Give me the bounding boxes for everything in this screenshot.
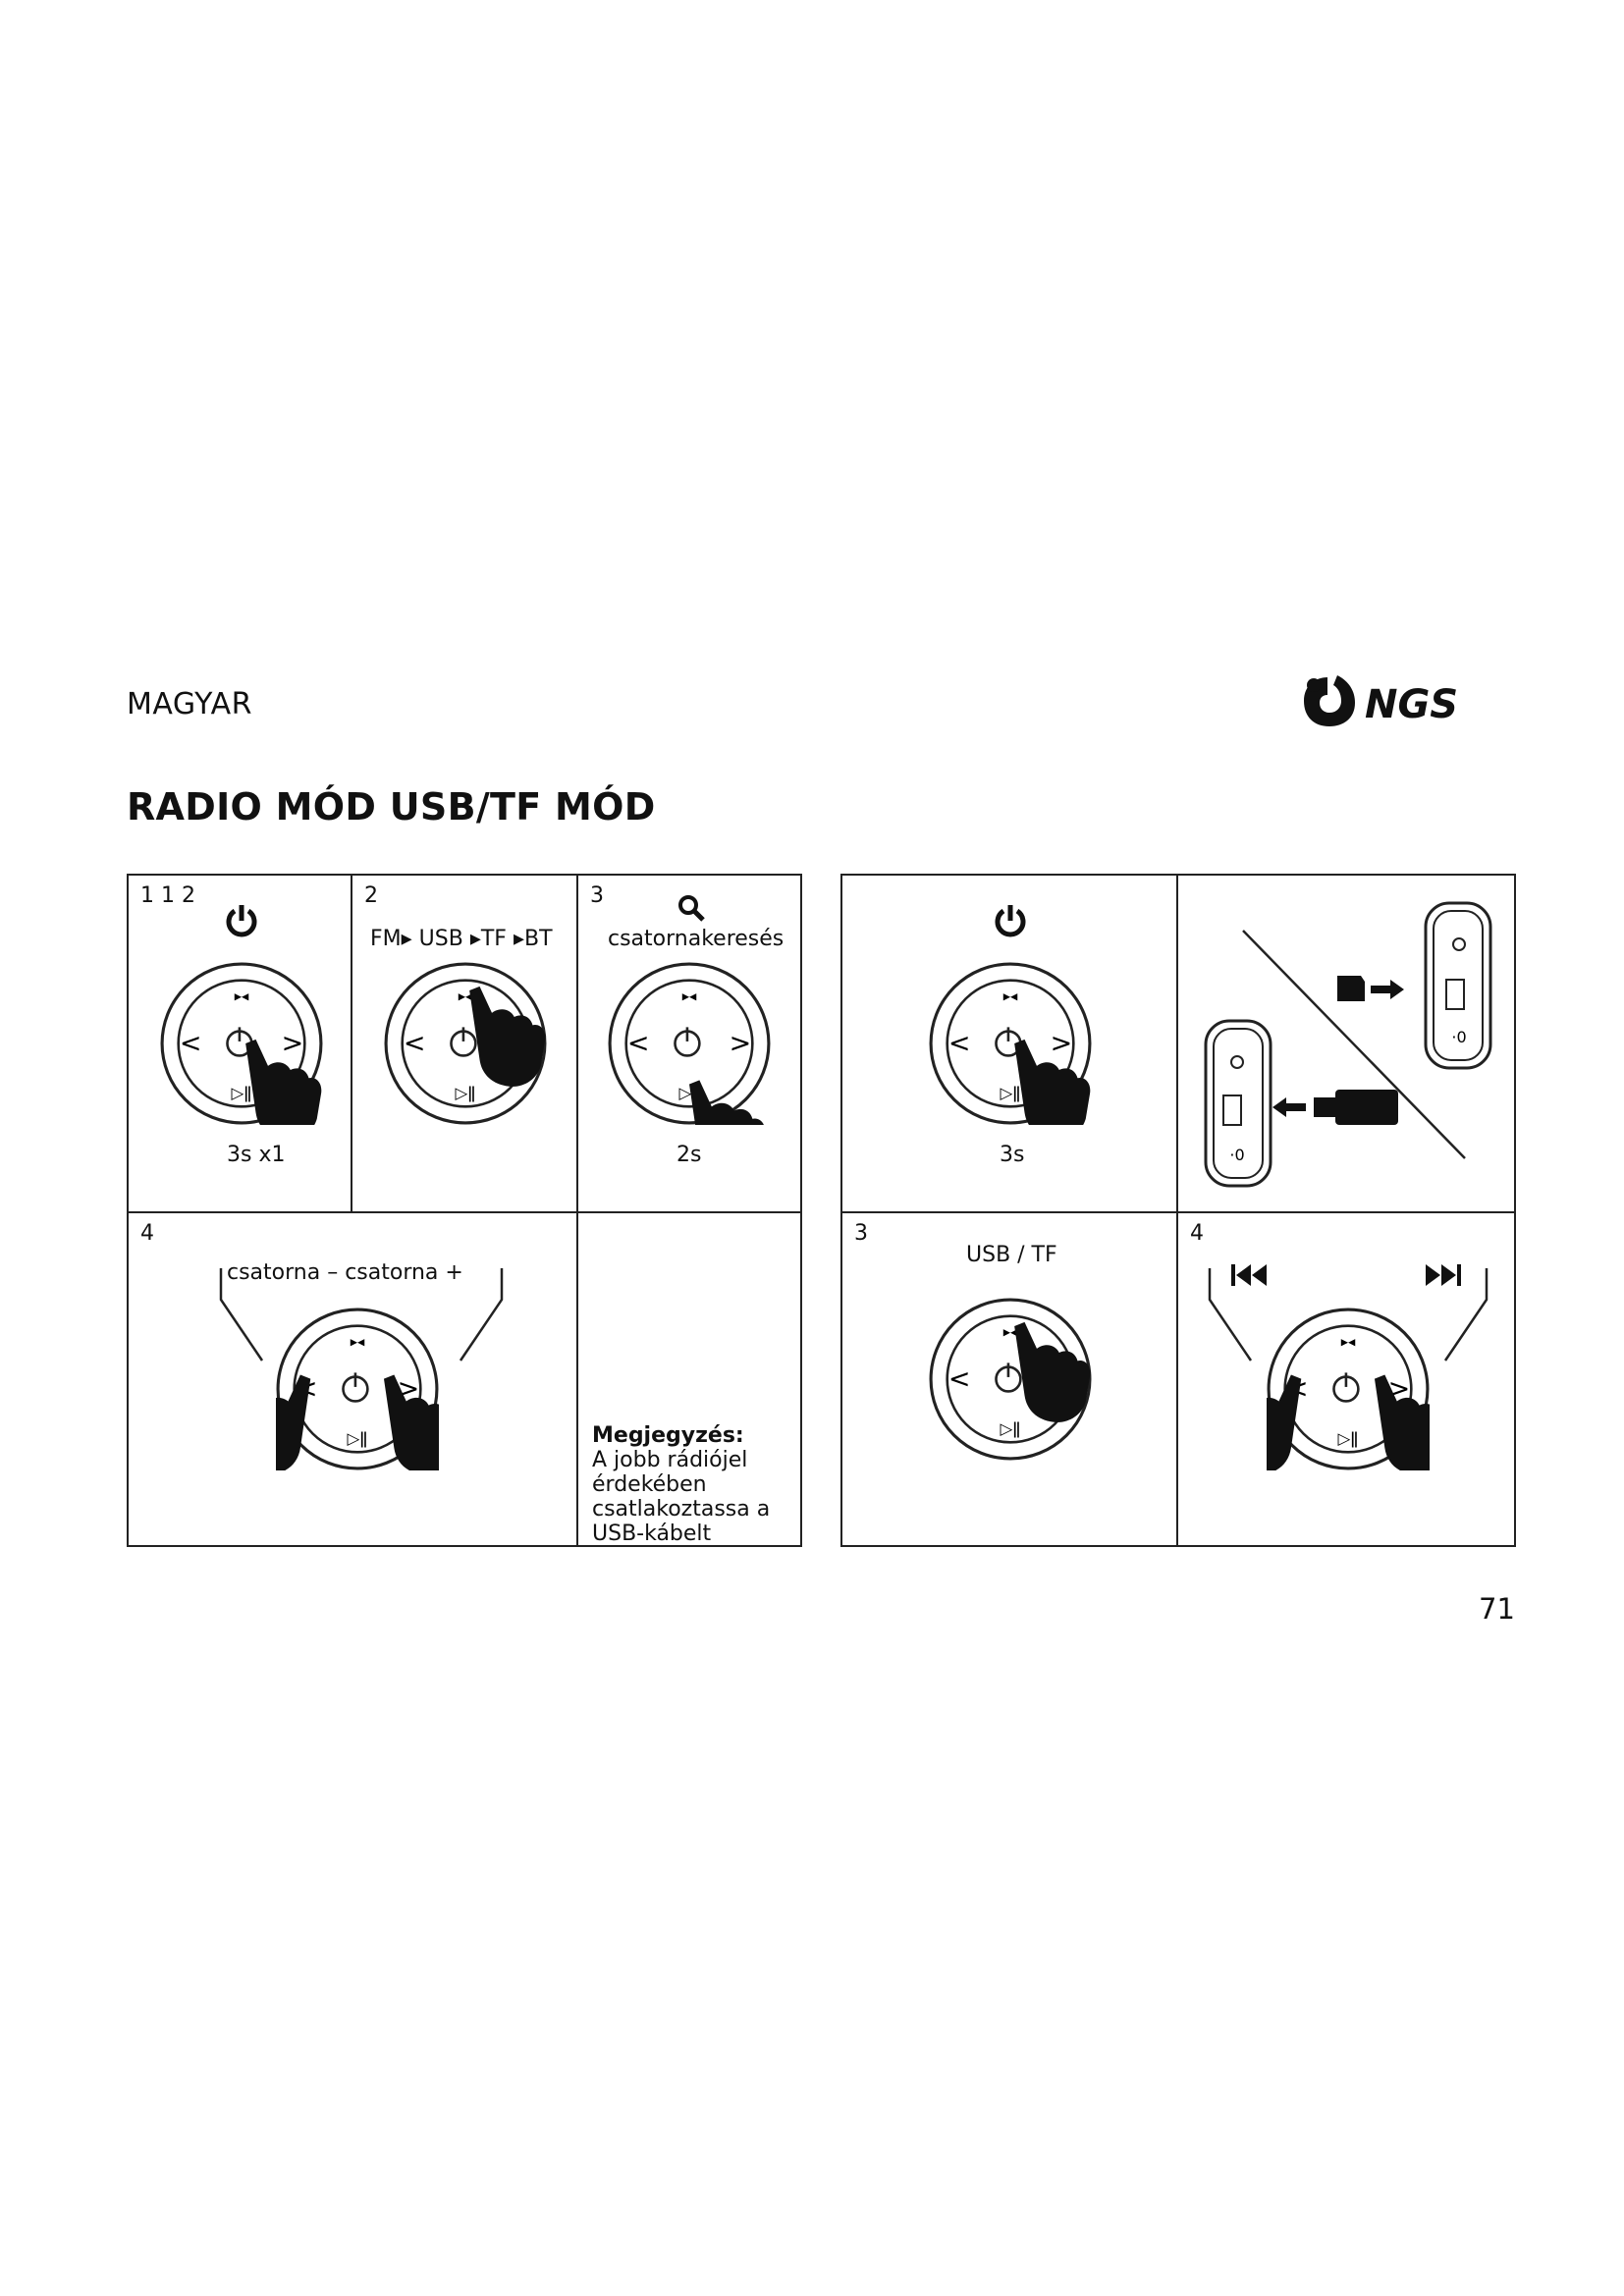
control-dial	[1267, 1308, 1430, 1470]
control-dial	[160, 962, 323, 1125]
step-caption: 3s x1	[227, 1143, 286, 1167]
note-line: USB-kábelt	[592, 1522, 712, 1546]
usb-tf-label: USB / TF	[966, 1243, 1057, 1267]
note-text	[592, 1423, 788, 1546]
usb-step1-cell	[840, 874, 1178, 1213]
step-number: 2	[364, 883, 378, 908]
page-title: RADIO MÓD USB/TF MÓD	[127, 785, 656, 828]
search-icon	[677, 893, 706, 923]
usb-step2-cell	[1176, 874, 1516, 1213]
step-number: 3	[854, 1221, 868, 1246]
control-dial	[608, 962, 771, 1125]
insert-card-usb-illustration	[1188, 885, 1508, 1205]
step-number: 4	[1190, 1221, 1204, 1246]
svg-text:·0: ·0	[1451, 1028, 1467, 1046]
step-caption: 2s	[677, 1143, 702, 1167]
power-icon	[992, 901, 1029, 938]
svg-text:·0: ·0	[1229, 1146, 1245, 1164]
logo-text: NGS	[1365, 682, 1459, 727]
mode-sequence: FM▸ USB ▸TF ▸BT	[370, 927, 553, 951]
ngs-logo	[1294, 671, 1510, 730]
radio-step3-cell	[576, 874, 802, 1213]
note-line: csatlakoztassa a	[592, 1497, 771, 1522]
control-dial	[384, 962, 547, 1125]
page-number: 71	[1479, 1592, 1515, 1626]
control-dial	[929, 1298, 1092, 1461]
radio-step4-cell	[127, 1211, 578, 1547]
power-icon	[223, 901, 260, 938]
language-label: MAGYAR	[127, 687, 252, 721]
channel-search-label: csatornakeresés	[608, 927, 785, 951]
control-dial	[276, 1308, 439, 1470]
radio-step2-cell	[351, 874, 578, 1213]
step-number: 3	[590, 883, 604, 908]
note-line: A jobb rádiójel	[592, 1448, 748, 1472]
step-number: 1 1 2	[140, 883, 195, 908]
step-caption: 3s	[1000, 1143, 1025, 1167]
note-line: érdekében	[592, 1472, 707, 1497]
note-heading: Megjegyzés:	[592, 1423, 744, 1448]
radio-step1-cell	[127, 874, 352, 1213]
usb-step3-cell	[840, 1211, 1178, 1547]
control-dial	[929, 962, 1092, 1125]
step-number: 4	[140, 1221, 154, 1246]
channel-label: csatorna – csatorna +	[227, 1260, 463, 1285]
usb-step4-cell	[1176, 1211, 1516, 1547]
